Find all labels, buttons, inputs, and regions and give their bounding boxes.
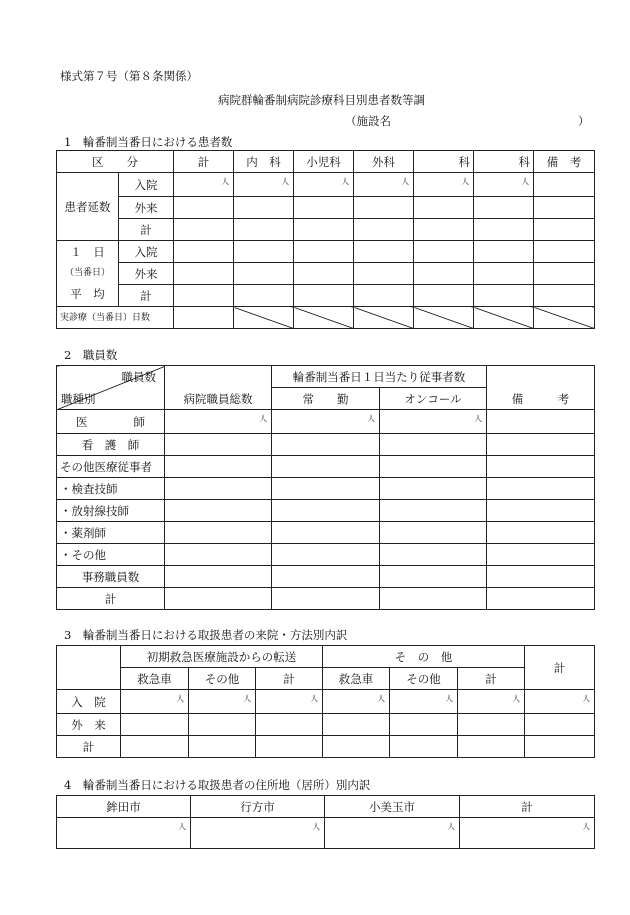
header-namegata: 行方市 xyxy=(191,796,325,818)
section3-heading: 3 輪番制当番日における取扱患者の来院・方法別内訳 xyxy=(64,628,348,642)
header-pediatrics: 小児科 xyxy=(294,151,354,173)
header-other: そ の 他 xyxy=(323,646,525,668)
sub-ambulance: 救急車 xyxy=(121,668,189,690)
diagonal-cell xyxy=(234,307,294,329)
row-label-pharmacist: ・薬剤師 xyxy=(57,522,165,544)
header-total: 計 xyxy=(525,646,595,690)
header-dept-blank: 科 xyxy=(414,151,474,173)
residence-table xyxy=(56,795,595,849)
unit-label: 人 xyxy=(191,818,325,849)
row-label-clerical: 事務職員数 xyxy=(57,566,165,588)
unit-label: 人 xyxy=(325,818,460,849)
header-omitama: 小美玉市 xyxy=(325,796,460,818)
header-oncall: オンコール xyxy=(380,388,487,410)
unit-label: 人 xyxy=(460,818,595,849)
sub-ambulance: 救急車 xyxy=(323,668,390,690)
unit-label: 人 xyxy=(474,173,534,197)
unit-label: 人 xyxy=(174,173,234,197)
row-label-total: 計 xyxy=(119,285,174,307)
header-hokota: 鉾田市 xyxy=(57,796,191,818)
unit-label: 人 xyxy=(256,690,323,714)
daily-average-line3: 平 均 xyxy=(70,287,105,301)
cell xyxy=(534,173,595,197)
facility-name-label: （施設名 xyxy=(345,114,391,128)
staff-count-table xyxy=(56,365,595,610)
unit-label: 人 xyxy=(354,173,414,197)
daily-average-line1: １ 日 xyxy=(70,245,105,259)
section2-heading: 2 職員数 xyxy=(64,348,118,362)
header-regular: 常 勤 xyxy=(272,388,380,410)
row-label-outpatient: 外 来 xyxy=(57,714,121,736)
corner-cell xyxy=(57,366,165,410)
row-label-total: 計 xyxy=(57,736,121,758)
row-label-inpatient: 入 院 xyxy=(57,690,121,714)
patient-count-table xyxy=(56,150,595,329)
unit-label: 人 xyxy=(165,410,272,434)
unit-label: 人 xyxy=(121,690,189,714)
sub-total: 計 xyxy=(256,668,323,690)
header-total: 計 xyxy=(174,151,234,173)
diagonal-cell xyxy=(474,307,534,329)
row-label-inpatient: 入院 xyxy=(119,241,174,263)
row-label-actual-days: 実診療（当番日）日数 xyxy=(57,307,174,329)
header-duty-staff: 輪番制当番日１日当たり従事者数 xyxy=(272,366,487,388)
unit-label: 人 xyxy=(189,690,256,714)
header-remarks: 備 考 xyxy=(487,366,595,410)
diagonal-cell xyxy=(354,307,414,329)
section4-heading: 4 輪番制当番日における取扱患者の住所地（居所）別内訳 xyxy=(64,778,371,792)
diagonal-cell xyxy=(294,307,354,329)
header-transfer: 初期救急医療施設からの転送 xyxy=(121,646,323,668)
form-number: 様式第７号（第８条関係） xyxy=(60,69,198,83)
row-label-outpatient: 外来 xyxy=(119,263,174,285)
blank-corner-cell xyxy=(57,646,121,690)
unit-label: 人 xyxy=(390,690,458,714)
header-surgery: 外科 xyxy=(354,151,414,173)
diagonal-cell xyxy=(414,307,474,329)
facility-name-close: ） xyxy=(578,114,590,128)
header-dept-blank: 科 xyxy=(474,151,534,173)
row-label-lab-technician: ・検査技師 xyxy=(57,478,165,500)
row-label-total: 計 xyxy=(119,219,174,241)
row-label-doctor: 医 師 xyxy=(57,410,165,434)
section1-heading: 1 輪番制当番日における患者数 xyxy=(64,135,233,149)
header-remarks: 備 考 xyxy=(534,151,595,173)
corner-bottom-label: 職種別 xyxy=(61,391,96,406)
unit-label: 人 xyxy=(234,173,294,197)
document-title: 病院群輪番制病院診療科目別患者数等調 xyxy=(218,93,425,107)
unit-label: 人 xyxy=(458,690,525,714)
row-group-daily-average xyxy=(57,241,119,307)
arrival-method-table xyxy=(56,645,595,758)
unit-label: 人 xyxy=(294,173,354,197)
row-group-total-patients: 患者延数 xyxy=(57,173,119,241)
unit-label: 人 xyxy=(525,690,595,714)
unit-label: 人 xyxy=(380,410,487,434)
sub-total: 計 xyxy=(458,668,525,690)
header-total: 計 xyxy=(460,796,595,818)
row-label-nurse: 看 護 師 xyxy=(57,434,165,456)
row-label-radiology: ・放射線技師 xyxy=(57,500,165,522)
row-label-total: 計 xyxy=(57,588,165,610)
sub-other: その他 xyxy=(189,668,256,690)
corner-top-label: 職員数 xyxy=(121,369,156,384)
row-label-inpatient: 入院 xyxy=(119,173,174,197)
unit-label: 人 xyxy=(272,410,380,434)
daily-average-line2: （当番日） xyxy=(64,268,110,278)
header-kubun: 区 分 xyxy=(57,151,174,173)
header-internal: 内 科 xyxy=(234,151,294,173)
sub-other: その他 xyxy=(390,668,458,690)
diagonal-cell xyxy=(534,307,595,329)
unit-label: 人 xyxy=(414,173,474,197)
row-label-outpatient: 外来 xyxy=(119,197,174,219)
unit-label: 人 xyxy=(323,690,390,714)
unit-label: 人 xyxy=(57,818,191,849)
row-label-other-medical: その他医療従事者 xyxy=(57,456,165,478)
header-hospital-staff-total: 病院職員総数 xyxy=(165,366,272,410)
row-label-other: ・その他 xyxy=(57,544,165,566)
